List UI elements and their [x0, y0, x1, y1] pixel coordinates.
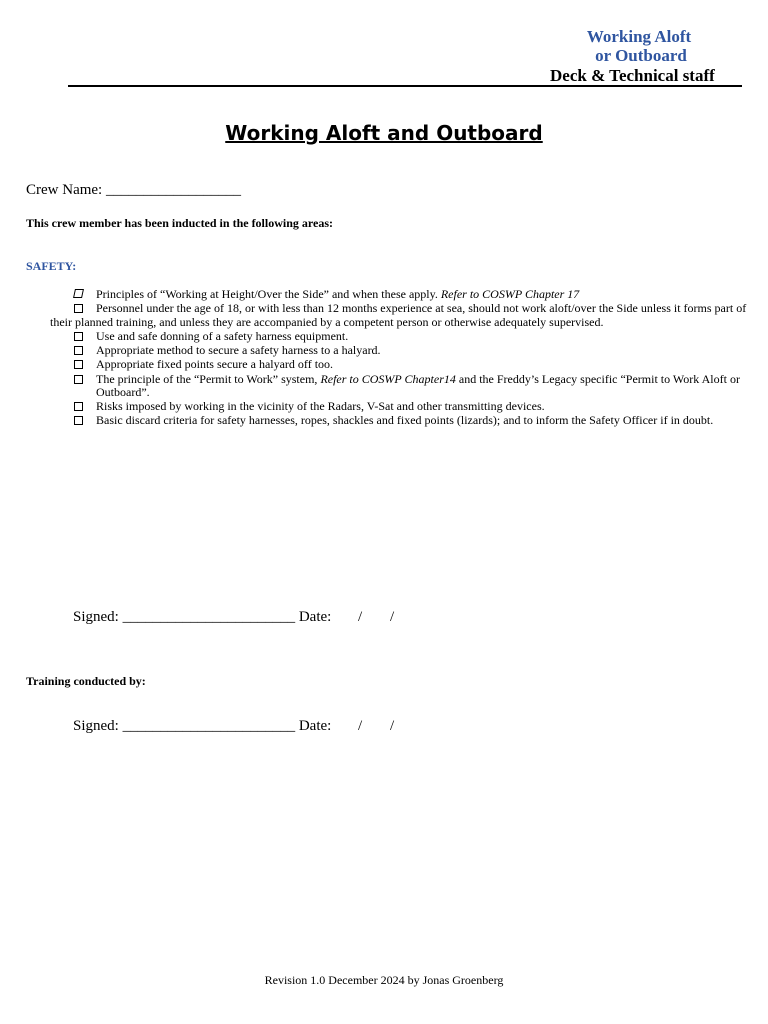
date-separator: /	[358, 609, 363, 625]
checklist-item-continuation: their planned training, and unless they are accompanied by a competent person or otherwise adequately supervised.	[50, 315, 604, 329]
coswp-reference: Refer to COSWP Chapter 17	[440, 287, 580, 301]
inducted-statement: This crew member has been inducted in the following areas:	[26, 216, 334, 230]
checklist-item: Risks imposed by working in the vicinity of the Radars, V-Sat and other transmitting devices.	[96, 399, 545, 413]
checkbox-icon[interactable]	[74, 375, 83, 384]
checklist-item: Use and safe donning of a safety harness equipment.	[96, 329, 349, 343]
date-separator: /	[390, 609, 395, 625]
checklist-item: Appropriate method to secure a safety harness to a halyard.	[96, 343, 381, 357]
checklist-item-continuation: Outboard”.	[96, 385, 150, 399]
coswp-reference: Refer to COSWP Chapter14	[320, 372, 456, 386]
checklist-item: Basic discard criteria for safety harnesses, ropes, shackles and fixed points (lizards); and to inform the Safety Officer if in doubt.	[96, 413, 714, 427]
checklist-item-text: and the Freddy’s Legacy specific “Permit to Work Aloft or	[455, 372, 740, 386]
date-separator: /	[390, 718, 395, 734]
checklist-item-text: Principles of “Working at Height/Over the Side” and when these apply.	[96, 287, 441, 301]
trainer-signature-line[interactable]	[73, 718, 331, 735]
checklist-item: Appropriate fixed points secure a halyard off too.	[96, 357, 334, 371]
checkbox-icon[interactable]	[74, 332, 83, 341]
trainer-heading: Training conducted by:	[26, 674, 146, 688]
crew-name-field[interactable]: Crew Name: __________________	[26, 182, 241, 198]
date-separator: /	[358, 718, 363, 734]
crew-signature-line[interactable]	[73, 609, 331, 626]
header-rule	[68, 85, 742, 87]
checklist-item	[96, 287, 579, 301]
revision-footer: Revision 1.0 December 2024 by Jonas Groenberg	[264, 973, 504, 987]
page-title: Working Aloft and Outboard	[225, 121, 543, 145]
checkbox-icon[interactable]	[74, 402, 83, 411]
header-title-line2: or Outboard	[595, 46, 687, 65]
signed-label: Signed: _______________________	[73, 718, 296, 734]
date-label: Date:	[298, 718, 332, 734]
checkbox-icon[interactable]	[74, 346, 83, 355]
checkbox-icon[interactable]	[74, 416, 83, 425]
header-title-line1: Working Aloft	[586, 27, 692, 46]
checkbox-icon[interactable]	[73, 289, 84, 298]
checklist-item-text: The principle of the “Permit to Work” system,	[96, 372, 321, 386]
header-department: Deck & Technical staff	[550, 66, 715, 85]
checkbox-icon[interactable]	[74, 360, 83, 369]
checklist-item: Personnel under the age of 18, or with less than 12 months experience at sea, should not work aloft/over the Side unless it forms part of	[96, 301, 747, 315]
checklist-item	[96, 372, 740, 386]
signed-label: Signed: _______________________	[73, 609, 296, 625]
safety-heading: SAFETY:	[26, 259, 77, 273]
date-label: Date:	[298, 609, 332, 625]
checkbox-icon[interactable]	[74, 304, 83, 313]
